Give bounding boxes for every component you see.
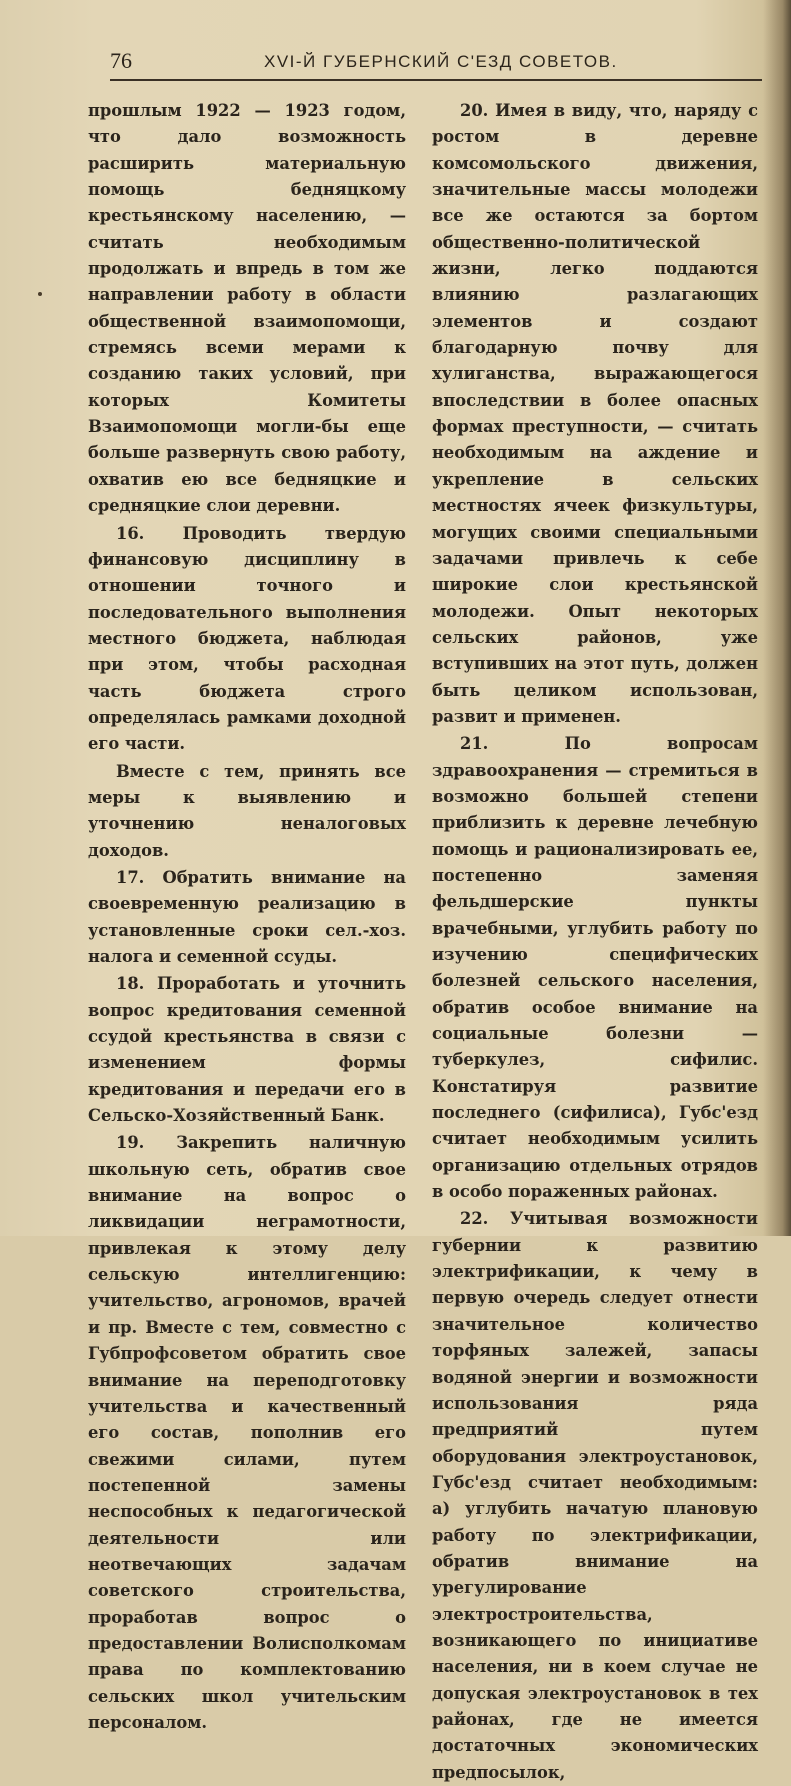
- paragraph-18: 18. Проработать и уточнить вопрос кредитования семенной ссудой крестьянства в связи с изменением формы кредитования и передачи его в Сельско-Хозяйственный Банк.: [88, 974, 406, 1126]
- paragraph-20: 20. Имея в виду, что, наряду с ростом в деревне комсомольского движения, значительные массы молодежи все же остаются за бортом общественно-политической жизни, легко поддаются влиянию разлагающих элементов и создают благодарную почву для хулиганства, выражающегося впоследствии в более опасных формах преступности, — считать необходимым на аждение и укрепление в сельских местностях ячеек физкультуры, могущих своими специальными задачами привлечь к себе широкие слои крестьянской молодежи. Опыт некоторых сельских районов, уже вступивших на этот путь, должен быть целиком использован, развит и применен.: [432, 101, 758, 726]
- paragraph-17: 17. Обратить внимание на своевременную реализацию в установленные сроки сел.-хоз. налога и семенной ссуды.: [88, 867, 406, 966]
- paragraph-continuation: прошлым 1922 — 1923 годом, что дало возможность расширить материальную помощь бедняцкому крестьянскому населению, — считать необходимым продолжать и впредь в том же направлении работу в области общественной взаимопомощи, стремясь всеми мерами к созданию таких условий, при которых Комитеты Взаимопомощи могли-бы еще больше развернуть свою работу, охватив ею все бедняцкие и средняцкие слои деревни.: [88, 101, 406, 516]
- page-number: 76: [110, 48, 132, 73]
- header-rule: [110, 79, 762, 81]
- paragraph-21: 21. По вопросам здравоохранения — стремиться в возможно большей степени приблизить к деревне лечебную помощь и рационализировать ее, постепенно заменяя фельдшерские пункты врачебными, углубить работу по изучению специфических болезней сельского населения, обратив особое внимание на социальные болезни — туберкулез, сифилис. Констатируя развитие последнего (сифилиса), Губс'езд считает необходимым усилить организацию отдельных отрядов в особо пораженных районах.: [432, 734, 758, 1202]
- left-column: [88, 98, 406, 1736]
- spine-shadow: [763, 0, 791, 1236]
- paragraph-16: 16. Проводить твердую финансовую дисциплину в отношении точного и последовательного выполнения местного бюджета, наблюдая при этом, чтобы расходная часть бюджета строго определялась рамками доходной его части.: [88, 523, 406, 754]
- paragraph-22: 22. Учитывая возможности губернии к развитию электрификации, к чему в первую очередь следует отнести значительное количество торфяных залежей, запасы водяной энергии и возможности использования ряда предприятий путем оборудования электроустановок, Губс'езд считает необходимым: а) углубить начатую плановую работу по электрификации, обратив внимание на урегулирование электростроительства, возникающего по инициативе населения, ни в коем случае не допуская электроустановок в тех районах, где не имеется достаточных экономических предпосылок,: [432, 1209, 758, 1782]
- page-header: [110, 48, 760, 78]
- right-column: [432, 98, 758, 1786]
- paragraph-16-cont: Вместе с тем, принять все меры к выявлению и уточнению неналоговых доходов.: [88, 761, 406, 860]
- ink-spot: [38, 292, 42, 296]
- running-title: XVI-Й ГУБЕРНСКИЙ С'ЕЗД СОВЕТОВ.: [264, 52, 618, 71]
- paragraph-19: 19. Закрепить наличную школьную сеть, обратив свое внимание на вопрос о ликвидации неграмотности, привлекая к этому делу сельскую интеллигенцию: учительство, агрономов, врачей и пр. Вместе с тем, совместно с Губпрофсоветом обратить свое внимание на переподготовку учительства и качественный его состав, пополнив его свежими силами, путем постепенной замены неспособных к педагогической деятельности или неотвечающих задачам советского строительства, проработав вопрос о предоставлении Волисполкомам права по комплектованию сельских школ учительским персоналом.: [88, 1133, 406, 1732]
